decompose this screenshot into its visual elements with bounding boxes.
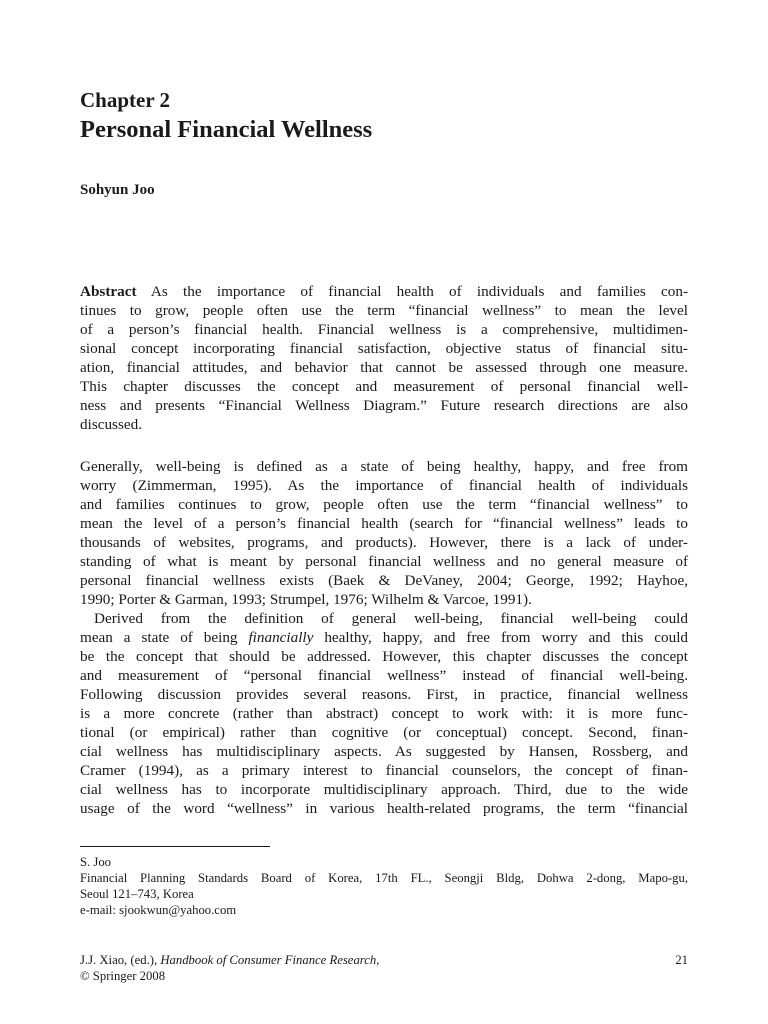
author-name: Sohyun Joo	[80, 182, 155, 198]
abstract-line: sional concept incorporating financial satisfaction, objective status of financial situ-	[80, 340, 688, 357]
footnote-address: Seoul 121–743, Korea	[80, 887, 194, 901]
body-line: thousands of websites, programs, and products). However, there is a lack of under-	[80, 534, 688, 551]
body-line: cial wellness has multidisciplinary aspects. As suggested by Hansen, Rossberg, and	[80, 743, 688, 760]
footnote-address: Financial Planning Standards Board of Korea, 17th FL., Seongji Bldg, Dohwa 2-dong, Mapo-gu,	[80, 871, 688, 885]
body-line: 1990; Porter & Garman, 1993; Strumpel, 1976; Wilhelm & Varcoe, 1991).	[80, 591, 532, 608]
body-line: cial wellness has to incorporate multidisciplinary approach. Third, due to the wide	[80, 781, 688, 798]
body-line: is a more concrete (rather than abstract) concept to work with: it is more func-	[80, 705, 688, 722]
footnote-rule	[80, 846, 270, 847]
citation	[80, 952, 379, 968]
body-line: and families continues to grow, people often use the term “financial wellness” to	[80, 496, 688, 513]
body-line	[80, 628, 688, 647]
body-line: be the concept that should be addressed. However, this chapter discusses the concept	[80, 648, 688, 665]
body-text: mean a state of being	[80, 629, 249, 646]
body-line: Cramer (1994), as a primary interest to financial counselors, the concept of finan-	[80, 762, 688, 779]
abstract-line: of a person’s financial health. Financial wellness is a comprehensive, multidimen-	[80, 321, 688, 338]
abstract-line: This chapter discusses the concept and measurement of personal financial well-	[80, 378, 688, 395]
page-number: 21	[675, 953, 688, 967]
book-page	[80, 0, 688, 1024]
copyright: © Springer 2008	[80, 969, 166, 983]
body-line: Derived from the definition of general well-being, financial well-being could	[94, 610, 688, 627]
body-line: mean the level of a person’s financial health (search for “financial wellness” leads to	[80, 515, 688, 532]
abstract-line: ation, financial attitudes, and behavior that cannot be assessed through one measure.	[80, 359, 688, 376]
footnote-email: e-mail: sjookwun@yahoo.com	[80, 903, 237, 917]
abstract-line: discussed.	[80, 416, 143, 433]
emphasis-text: financially	[248, 629, 314, 646]
body-line: Following discussion provides several reasons. First, in practice, financial wellness	[80, 686, 688, 703]
body-line: standing of what is meant by personal financial wellness and no general measure of	[80, 553, 688, 570]
body-line: tional (or empirical) rather than cognitive (or conceptual) concept. Second, finan-	[80, 724, 688, 741]
abstract-text: As the importance of financial health of individuals and families con-	[136, 283, 688, 300]
body-line: worry (Zimmerman, 1995). As the importance of financial health of individuals	[80, 477, 688, 494]
footnote-author: S. Joo	[80, 855, 112, 869]
abstract-line	[80, 282, 688, 301]
body-line: usage of the word “wellness” in various health-related programs, the term “financial	[80, 800, 688, 817]
body-line: and measurement of “personal financial wellness” instead of financial well-being.	[80, 667, 688, 684]
citation-editor: J.J. Xiao, (ed.),	[80, 953, 161, 967]
abstract-line: ness and presents “Financial Wellness Diagram.” Future research directions are also	[80, 397, 688, 414]
abstract-label: Abstract	[80, 283, 137, 300]
citation-title: Handbook of Consumer Finance Research,	[160, 953, 380, 967]
chapter-title: Personal Financial Wellness	[80, 116, 373, 143]
abstract-line: tinues to grow, people often use the term “financial wellness” to mean the level	[80, 302, 688, 319]
body-line: personal financial wellness exists (Baek & DeVaney, 2004; George, 1992; Hayhoe,	[80, 572, 688, 589]
body-line: Generally, well-being is defined as a state of being healthy, happy, and free from	[80, 458, 688, 475]
body-text: healthy, happy, and free from worry and this could	[313, 629, 689, 646]
chapter-label: Chapter 2	[80, 88, 171, 112]
